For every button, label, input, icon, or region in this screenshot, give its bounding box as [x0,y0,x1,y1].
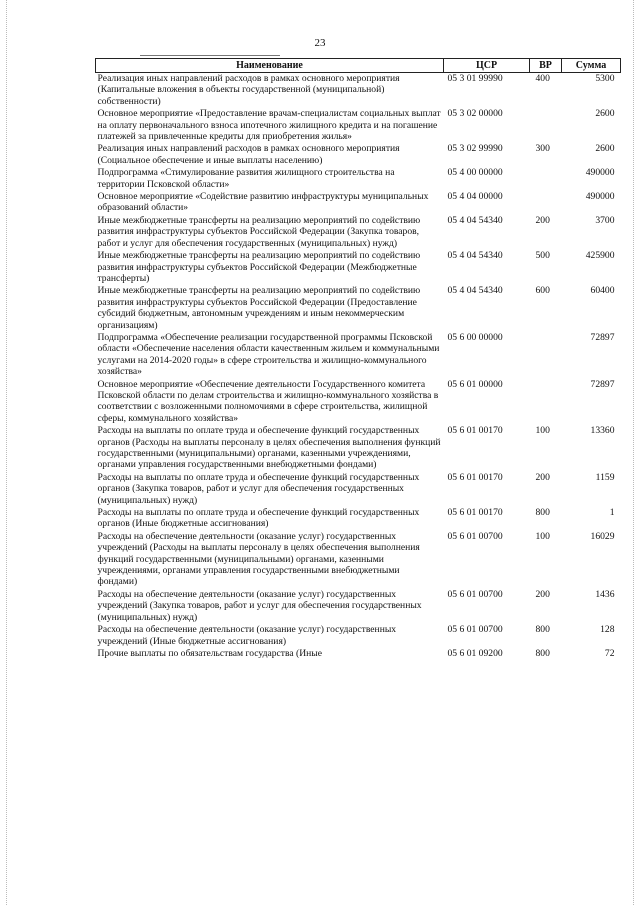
row-name: Реализация иных направлений расходов в рамках основного мероприятия (Капитальные вложения в объекты государственной (муниципальной) собственности) [96,73,444,109]
table-row [96,215,621,250]
scan-edge-right [633,0,634,905]
table-row [96,108,621,143]
row-name: Иные межбюджетные трансферты на реализацию мероприятий по содействию развития инфраструктуры субъектов Российской Федерации (Закупка товаров, работ и услуг для обеспечения государственных (муниципальных) нужд) [97,214,421,249]
row-csr: 05 3 02 99990 [447,143,503,155]
row-vr: 100 [535,425,550,437]
row-csr: 05 3 01 99990 [444,73,530,109]
table-row [96,472,621,507]
table-row [96,425,621,472]
row-name: Расходы на обеспечение деятельности (оказание услуг) государственных учреждений (Закупка товаров, работ и услуг для обеспечения государственных (муниципальных) нужд) [97,588,422,623]
row-csr: 05 4 04 00000 [447,191,503,203]
row-sum: 425900 [585,250,615,262]
header-row [96,59,621,73]
row-vr: 600 [535,285,550,297]
row-csr: 05 6 01 00000 [447,378,503,390]
row-name: Расходы на выплаты по оплате труда и обеспечение функций государственных органов (Иные бюджетные ассигнования) [97,507,420,530]
table-row [96,73,621,109]
row-vr [530,332,562,379]
row-vr: 500 [535,250,550,262]
header-name: Наименование [96,59,444,73]
row-csr: 05 6 01 00170 [447,507,503,519]
row-name: Основное мероприятие «Обеспечение деятельности Государственного комитета Псковской области по делам строительства и жилищно-коммунального хозяйства в соответствии с возложенными полномочиями в сфере строительства, жилищной сферы, коммунального хозяйства» [97,378,439,424]
row-sum: 1 [609,507,615,519]
scan-edge-left [6,0,7,905]
row-vr [530,379,562,426]
table-body [96,73,621,661]
row-name: Основное мероприятие «Предоставление врачам-специалистам социальных выплат на оплату первоначального взноса ипотечного жилищного кредита и на погашение платежей за привлеченные кредиты для приобретения жилья» [97,108,441,143]
row-vr: 800 [535,624,550,636]
row-sum: 16029 [590,530,615,542]
row-csr: 05 6 00 00000 [447,331,503,343]
row-name: Расходы на выплаты по оплате труда и обеспечение функций государственных органов (Закупка товаров, работ и услуг для обеспечения государственных (муниципальных) нужд) [97,471,420,506]
table-row [96,624,621,648]
row-sum: 490000 [585,191,615,203]
table-header [96,59,621,73]
page-number: 23 [314,37,326,49]
row-name: Подпрограмма «Обеспечение реализации государственной программы Псковской области «Обеспечение населения области качественным жильем и коммунальными услугами на 2014-2020 годы» в сфере строительства и жилищно-коммунального хозяйства» [97,331,440,378]
table-row [96,191,621,215]
table-row [96,379,621,426]
header-vr: ВР [530,59,562,73]
row-vr: 800 [535,507,550,519]
table-row [96,167,621,191]
row-vr [530,108,562,143]
row-sum: 72897 [590,378,615,390]
row-sum: 72 [604,647,615,659]
table-row [96,507,621,531]
row-vr [530,191,562,215]
row-csr: 05 4 04 54340 [447,214,503,226]
table-row [96,285,621,332]
row-csr: 05 6 01 00700 [447,530,503,542]
row-csr: 05 4 04 54340 [447,285,503,297]
row-vr: 200 [535,588,550,600]
header-sum: Сумма [562,59,621,73]
row-name: Расходы на выплаты по оплате труда и обеспечение функций государственных органов (Расходы на выплаты персоналу в целях обеспечения выполнения функций государственными (муниципальными) органами, казенными учреждениями, органами управления государственными внебюджетными фондами) [97,425,441,471]
row-name: Прочие выплаты по обязательствам государства (Иные [97,647,322,659]
row-vr: 200 [535,214,550,226]
row-csr: 05 6 01 00700 [447,588,503,600]
row-sum: 3700 [595,214,615,226]
row-csr: 05 6 01 00170 [447,471,503,483]
budget-table [95,58,621,660]
row-sum: 128 [600,624,615,636]
table-row [96,589,621,624]
table-row [96,143,621,167]
row-csr: 05 6 01 00700 [447,624,503,636]
row-vr: 100 [535,530,550,542]
row-csr: 05 4 00 00000 [447,167,503,179]
row-sum: 13360 [590,425,615,437]
row-csr: 05 6 01 00170 [447,425,503,437]
row-name: Иные межбюджетные трансферты на реализацию мероприятий по содействию развития инфраструктуры субъектов Российской Федерации (Предоставление субсидий бюджетным, автономным учреждениям и иным некоммерческим организациям) [97,285,421,331]
row-name: Расходы на обеспечение деятельности (оказание услуг) государственных учреждений (Расходы на выплаты персоналу в целях обеспечения выполнения функций государственными (муниципальными) органами, казенными учреждениями, органами управления государственными внебюджетными фондами) [97,530,420,588]
row-sum: 1159 [595,471,615,483]
row-sum: 5300 [562,73,621,109]
row-csr: 05 6 01 09200 [447,647,503,659]
row-name: Иные межбюджетные трансферты на реализацию мероприятий по содействию развития инфраструктуры субъектов Российской Федерации (Межбюджетные трансферты) [97,250,421,284]
table-row [96,332,621,379]
table-row [96,531,621,589]
row-sum: 72897 [590,331,615,343]
row-csr: 05 3 02 00000 [447,108,503,120]
row-name: Подпрограмма «Стимулирование развития жилищного строительства на территории Псковской области» [97,167,395,190]
row-sum: 490000 [585,167,615,179]
row-sum: 2600 [595,143,615,155]
row-name: Реализация иных направлений расходов в рамках основного мероприятия (Социальное обеспечение и иные выплаты населению) [97,143,400,166]
table-row [96,250,621,285]
row-sum: 1436 [595,588,615,600]
table-row [96,648,621,660]
row-sum: 2600 [595,108,615,120]
row-vr: 300 [535,143,550,155]
row-csr: 05 4 04 54340 [447,250,503,262]
row-vr: 800 [535,647,550,659]
header-csr: ЦСР [444,59,530,73]
header-rule [140,55,280,56]
row-vr [530,167,562,191]
row-name: Основное мероприятие «Содействие развитию инфраструктуры муниципальных образований области» [97,191,429,214]
row-name: Расходы на обеспечение деятельности (оказание услуг) государственных учреждений (Иные бюджетные ассигнования) [97,624,397,647]
row-sum: 60400 [590,285,615,297]
row-vr: 400 [530,73,562,109]
row-vr: 200 [535,471,550,483]
